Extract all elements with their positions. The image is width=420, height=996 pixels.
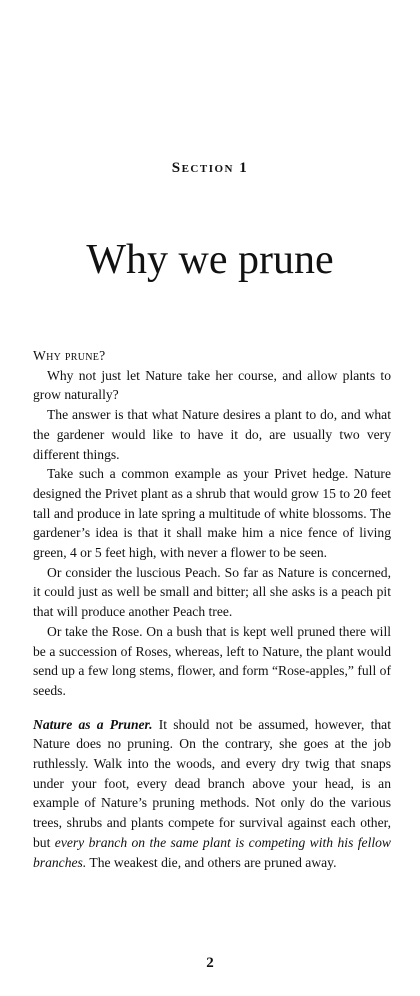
paragraph: Why not just let Nature take her course, and allow plants to grow naturally?: [33, 367, 391, 403]
paragraph: The answer is that what Nature desires a plant to do, and what the gardener would like to have it do, are usually two very different things.: [33, 407, 391, 462]
subheading: [33, 346, 391, 366]
paragraph: Or consider the luscious Peach. So far as Nature is concerned, it could just as well be small and bitter; all she asks is a peach pit that will produce another Peach tree.: [33, 564, 391, 620]
chapter-title: Why we prune: [86, 237, 334, 283]
paragraph: Take such a common example as your Privet hedge. Nature designed the Privet plant as a shrub that would grow 15 to 20 feet tall and produce in late spring a multitude of white blossoms. The gardener’s idea is that it shall make him a nice fence of living green, 4 or 5 feet high, with never a flower to be seen.: [33, 466, 391, 561]
body-text: [33, 346, 391, 872]
paragraph: Or take the Rose. On a bush that is kept well pruned there will be a succession of Roses, whereas, left to Nature, the plant would send up a few long stems, flower, and form “Rose-apples,” full of seeds.: [33, 623, 391, 698]
pruner-paragraph: [33, 715, 391, 873]
pruner-italic-text: every branch on the same plant is competing with his fellow branches.: [33, 834, 391, 870]
page-number: 2: [206, 955, 214, 971]
pruner-text-part1: It should not be assumed, however, that Nature does no pruning. On the contrary, she goes at the job ruthlessly. Walk into the woods, and every dry twig that snaps under your foot, every dead branch above your head, is an example of Nature’s pruning methods. Not only do the various trees, shrubs and plants compete for survival against each other, but: [33, 716, 391, 850]
runin-heading: Nature as a Pruner.: [33, 716, 153, 732]
pruner-text-part2: The weakest die, and others are pruned away.: [86, 854, 337, 870]
section-label: Section 1: [171, 160, 249, 176]
paragraph-gap: [33, 701, 391, 715]
subheading-text: Why prune?: [33, 348, 106, 363]
